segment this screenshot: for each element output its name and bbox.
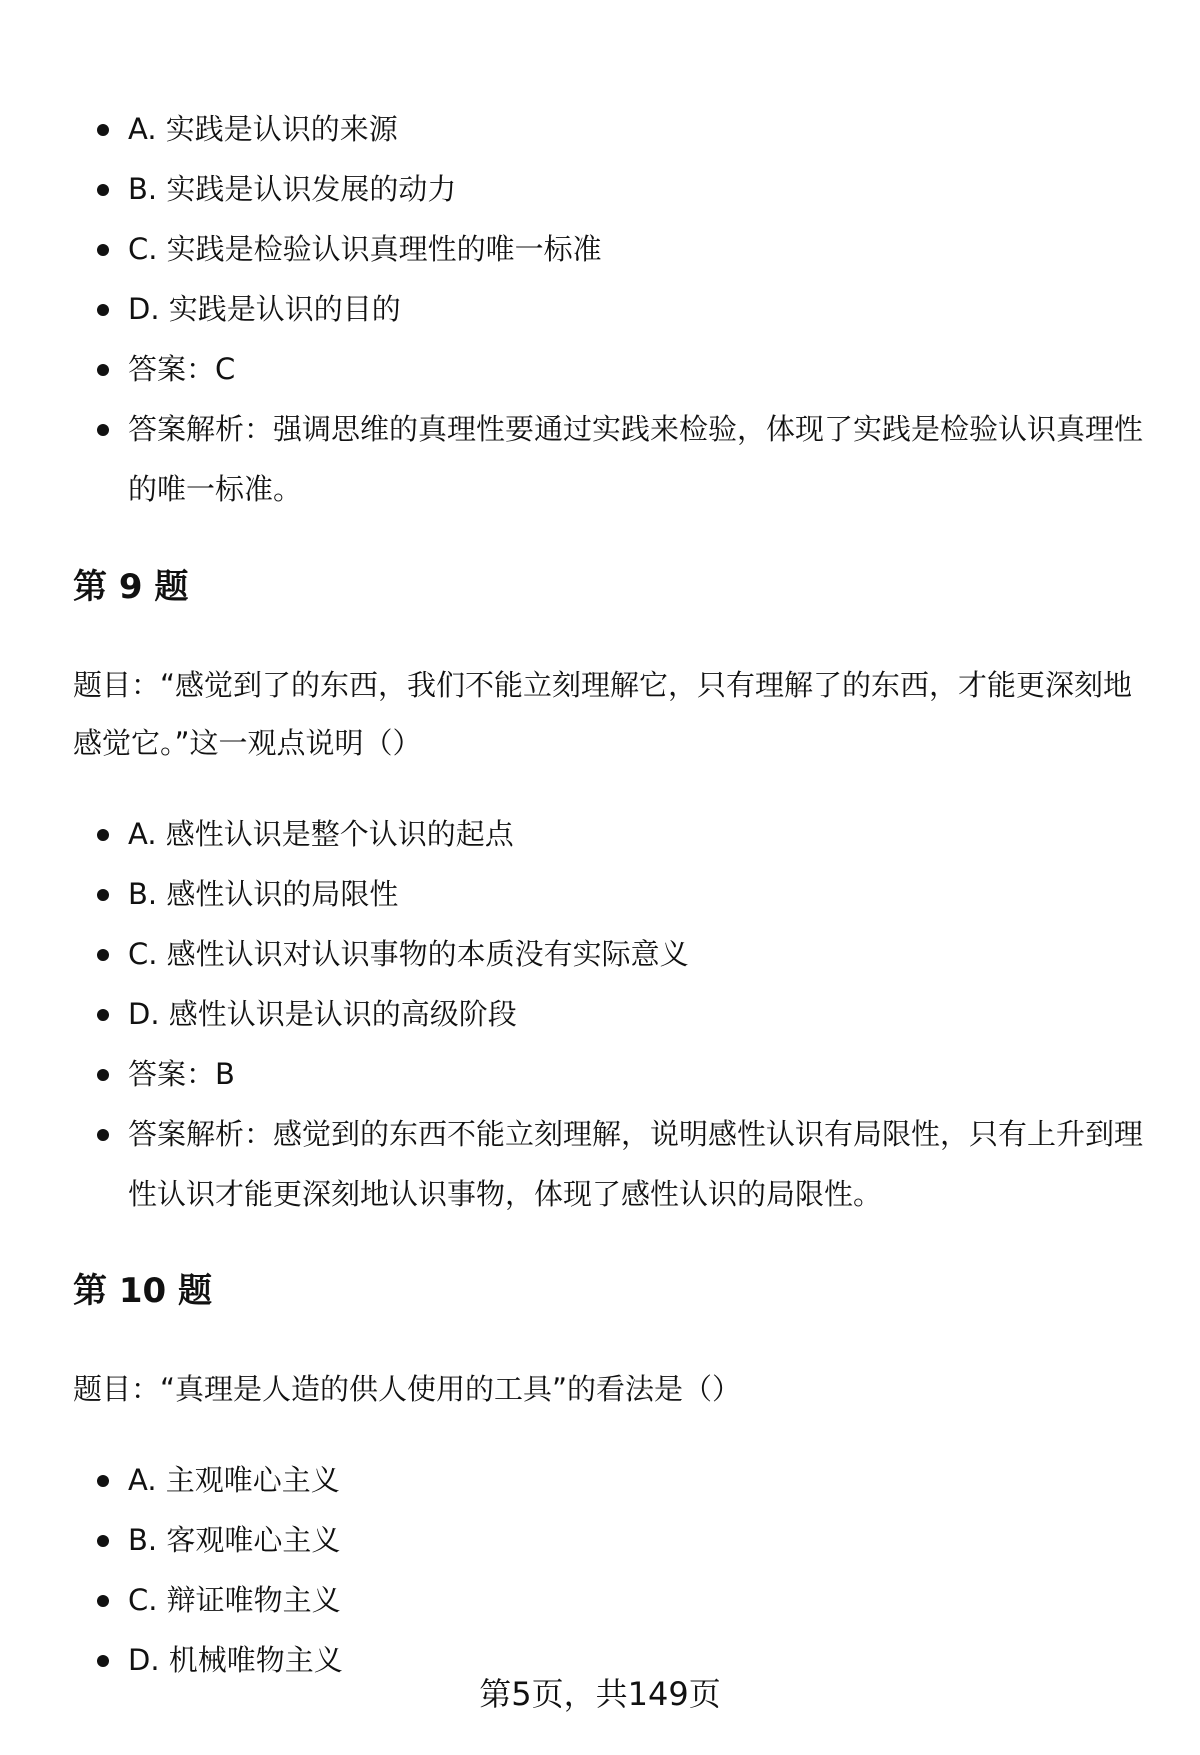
q8-option-b: B. 实践是认识发展的动力 [0,159,1200,219]
bullet-icon [97,1655,109,1667]
bullet-icon [97,184,109,196]
q10-option-d: D. 机械唯物主义 [0,1630,1200,1690]
bullet-icon [97,1009,109,1021]
q10-option-a: A. 主观唯心主义 [0,1450,1200,1510]
q8-answer: 答案：C [0,339,1200,399]
page-number: 第5页，共149页 [479,1675,721,1713]
q9-option-c: C. 感性认识对认识事物的本质没有实际意义 [0,924,1200,984]
q10-question: 题目：“真理是人造的供人使用的工具”的看法是（） [73,1372,742,1406]
q8-option-a: A. 实践是认识的来源 [0,99,1200,159]
bullet-icon [97,949,109,961]
bullet-icon [97,1595,109,1607]
bullet-icon [97,889,109,901]
q9-question: 题目：“感觉到了的东西，我们不能立刻理解它，只有理解了的东西，才能更深刻地感觉它。”这一观点说明（） [73,668,1133,760]
bullet-icon [97,829,109,841]
q8-explanation: 答案解析：强调思维的真理性要通过实践来检验，体现了实践是检验认识真理性的唯一标准。 [0,399,1200,519]
q9-explanation: 答案解析：感觉到的东西不能立刻理解，说明感性认识有局限性，只有上升到理性认识才能更深刻地认识事物，体现了感性认识的局限性。 [0,1104,1200,1224]
q9-options [0,804,1200,1224]
bullet-icon [97,1069,109,1081]
bullet-icon [97,1535,109,1547]
bullet-icon [97,124,109,136]
q10-option-c: C. 辩证唯物主义 [0,1570,1200,1630]
q8-option-d: D. 实践是认识的目的 [0,279,1200,339]
bullet-icon [97,1475,109,1487]
bullet-icon [97,1129,109,1141]
bullet-icon [97,364,109,376]
q10-options [0,1450,1200,1690]
q10-option-b: B. 客观唯心主义 [0,1510,1200,1570]
q8-option-c: C. 实践是检验认识真理性的唯一标准 [0,219,1200,279]
bullet-icon [97,244,109,256]
q9-option-b: B. 感性认识的局限性 [0,864,1200,924]
q10-heading: 第 10 题 [73,1271,212,1311]
q9-answer: 答案：B [0,1044,1200,1104]
q9-option-d: D. 感性认识是认识的高级阶段 [0,984,1200,1044]
q8-options [0,99,1200,519]
q9-option-a: A. 感性认识是整个认识的起点 [0,804,1200,864]
bullet-icon [97,424,109,436]
bullet-icon [97,304,109,316]
q9-heading: 第 9 题 [73,567,189,607]
